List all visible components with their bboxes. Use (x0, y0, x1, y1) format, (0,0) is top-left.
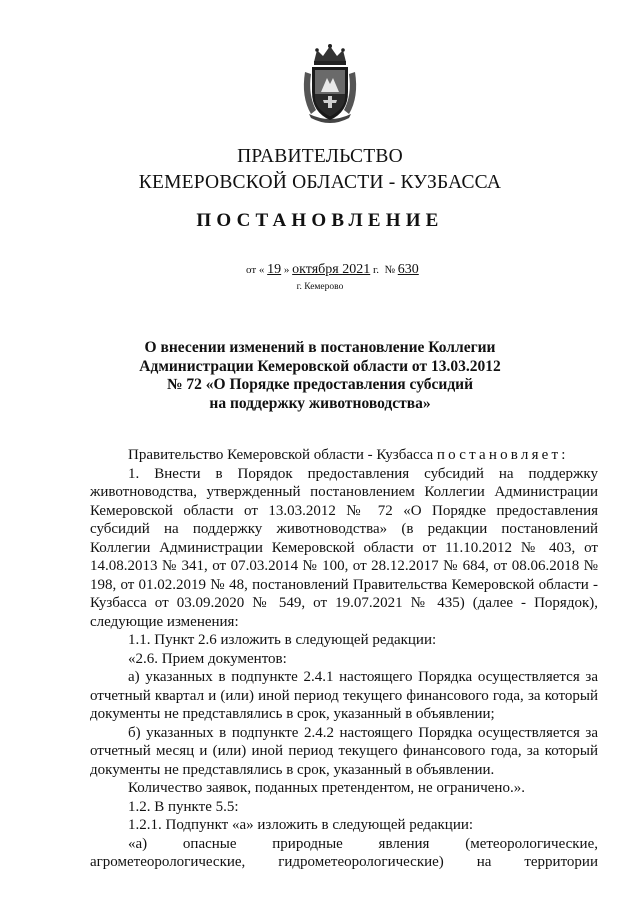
date-year-suffix: г. (372, 264, 380, 276)
date-day: 19 (267, 262, 282, 277)
item-1-2-paragraph: 1.2. В пункте 5.5: (128, 798, 239, 815)
intro-resolves: постановляет: (436, 447, 569, 463)
item-a-paragraph: а) указанных в подпункте 2.4.1 настоящего Порядка осуществляется за отчетный квартал и (или) иной период текущего финансового года, за который документы не представлялись в срок, указанный в объявлении; (90, 669, 598, 722)
date-mid: » (283, 264, 290, 276)
date-number-line (246, 262, 419, 278)
intro-text: Правительство Кемеровской области - Кузбасса (128, 447, 437, 463)
intro-paragraph (90, 446, 598, 465)
document-type-title: ПОСТАНОВЛЕНИЕ (196, 210, 444, 231)
item-2-6-paragraph: «2.6. Прием документов: (128, 650, 287, 667)
date-month-year: октября 2021 (292, 262, 371, 277)
item-b-paragraph: б) указанных в подпункте 2.4.2 настоящего Порядка осуществляется за отчетный месяц и (или) иной период текущего финансового года, за который документы не представлялись в срок, указанный в объявлении. (90, 724, 598, 778)
item-1-paragraph: 1. Внести в Порядок предоставления субсидий на поддержку животноводства, утвержденный постановлением Коллегии Администрации Кемеровской области от 13.03.2012 № 72 «О Порядке предоставления субсидий на поддержку животноводства» (в редакции постановлений Коллегии Администрации Кемеровской области от 11.10.2012 № 403, от 14.08.2013 № 341, от 07.03.2014 № 100, от 28.12.2017 № 684, от 08.06.2018 № 198, от 01.02.2019 № 48, постановлений Правительства Кемеровской области - Кузбасса от 03.09.2020 № 549, от 19.07.2021 № 435) (далее - Порядок), следующие изменения: (90, 465, 598, 630)
date-prefix: от « (246, 264, 265, 276)
item-quote-a-line2: агрометеорологические, гидрометеорологические) на территории (90, 854, 598, 870)
item-1-2-1-paragraph: 1.2.1. Подпункт «а» изложить в следующей редакции: (128, 817, 474, 833)
government-name-line2: КЕМЕРОВСКОЙ ОБЛАСТИ - КУЗБАССА (138, 172, 502, 193)
city-name: г. Кемерово (296, 282, 344, 292)
document-body (90, 446, 598, 872)
government-name-line1: ПРАВИТЕЛЬСТВО (237, 146, 403, 167)
coat-of-arms-icon (299, 42, 361, 126)
item-quote-a-line1: «а) опасные природные явления (метеорологические, (128, 835, 598, 852)
heading-line-3: № 72 «О Порядке предоставления субсидий (166, 376, 474, 394)
item-1-1-paragraph: 1.1. Пункт 2.6 изложить в следующей редакции: (128, 632, 437, 648)
document-number: 630 (397, 262, 419, 277)
heading-line-2: Администрации Кемеровской области от 13.03.2012 (139, 357, 501, 375)
heading-line-4: на поддержку животноводства» (209, 394, 431, 412)
item-count-paragraph: Количество заявок, поданных претендентом, не ограничено.». (128, 780, 525, 796)
heading-line-1: О внесении изменений в постановление Коллегии (144, 339, 496, 356)
number-prefix: № (384, 264, 396, 276)
